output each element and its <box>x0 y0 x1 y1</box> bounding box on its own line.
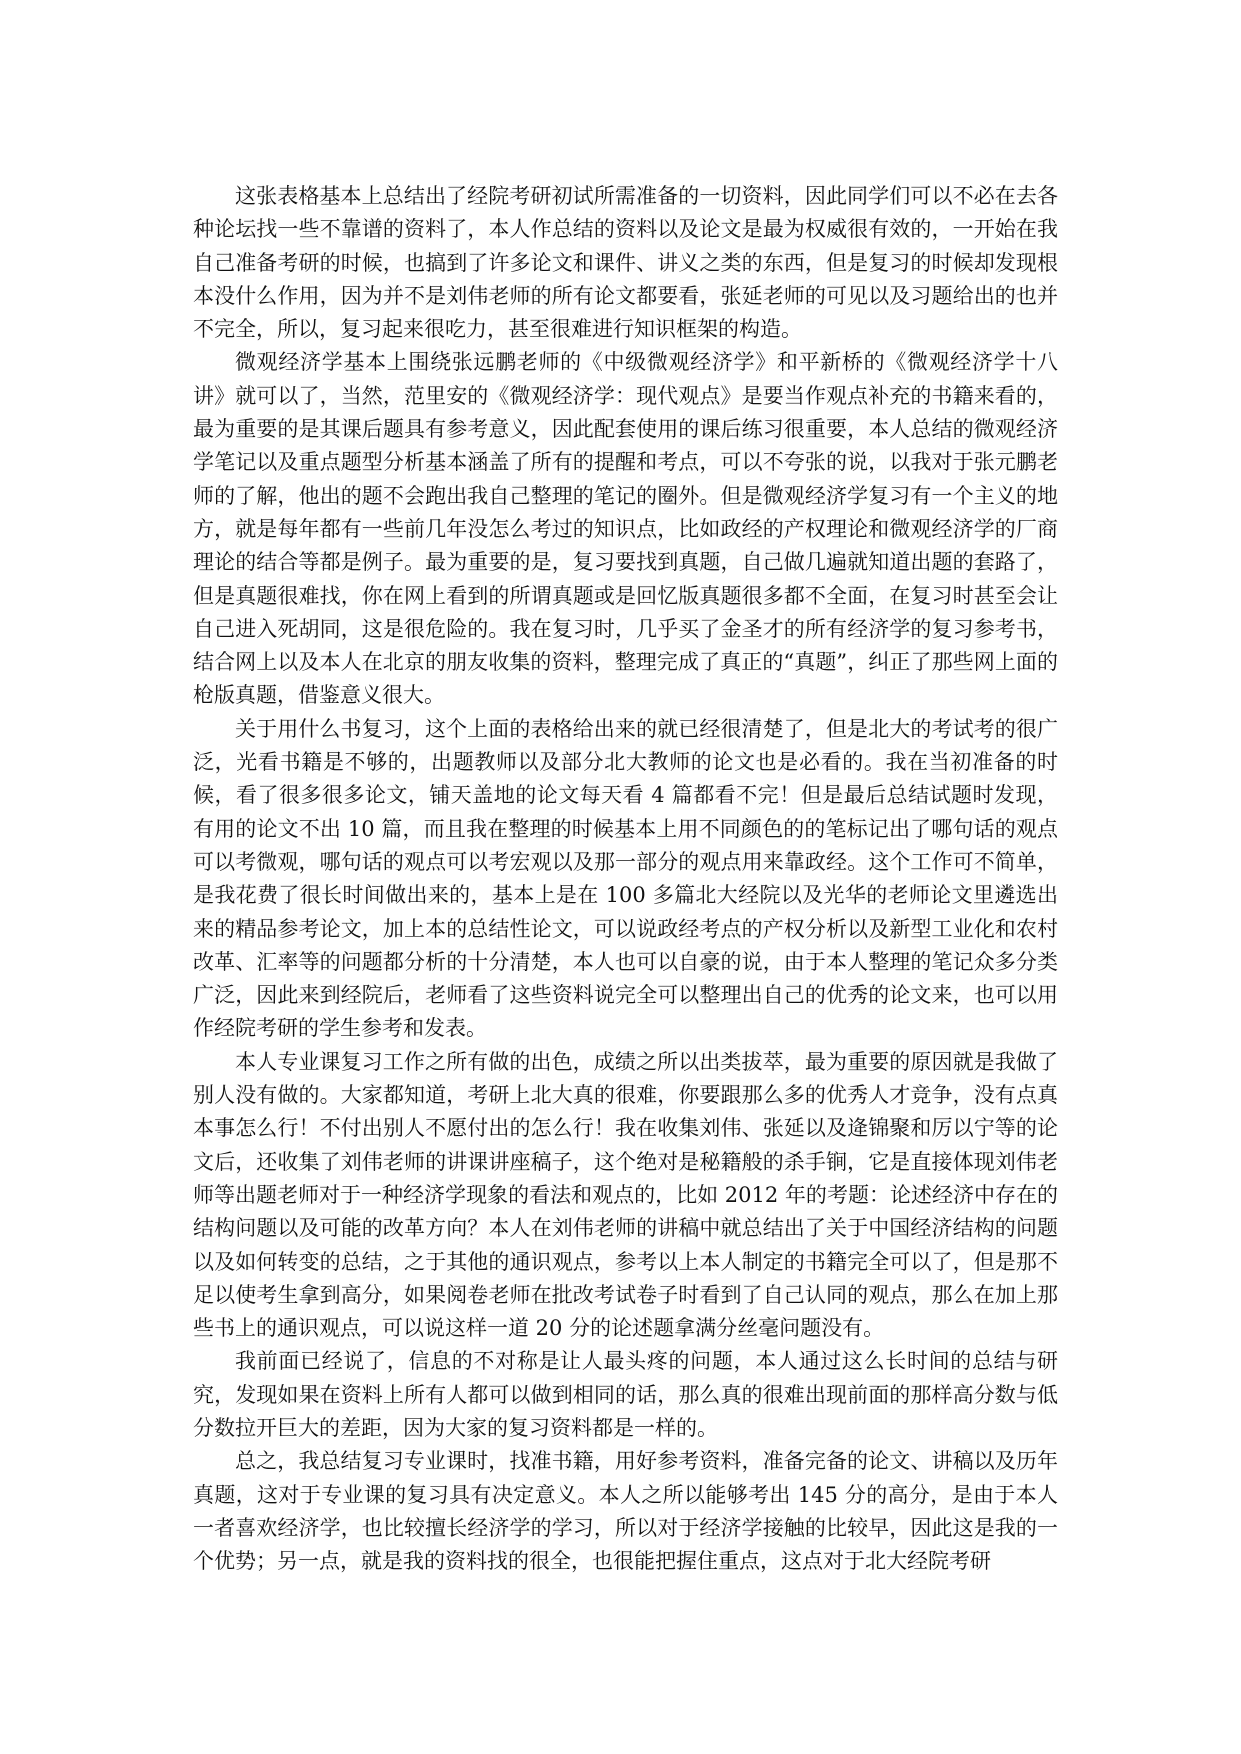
document-body <box>193 180 1058 1578</box>
paragraph: 我前面已经说了，信息的不对称是让人最头疼的问题，本人通过这么长时间的总结与研究，发现如果在资料上所有人都可以做到相同的话，那么真的很难出现前面的那样高分数与低分数拉开巨大的差距，因为大家的复习资料都是一样的。 <box>193 1349 1058 1440</box>
paragraph: 总之，我总结复习专业课时，找准书籍，用好参考资料，准备完备的论文、讲稿以及历年真题，这对于专业课的复习具有决定意义。本人之所以能够考出 145 分的高分，是由于本人一者喜欢经济学，也比较擅长经济学的学习，所以对于经济学接触的比较早，因此这是我的一个优势；另一点，就是我的资料找的很全，也很能把握住重点，这点对于北大经院考研 <box>193 1449 1058 1574</box>
paragraph: 这张表格基本上总结出了经院考研初试所需准备的一切资料，因此同学们可以不必在去各种论坛找一些不靠谱的资料了，本人作总结的资料以及论文是最为权威很有效的，一开始在我自己准备考研的时候，也搞到了许多论文和课件、讲义之类的东西，但是复习的时候却发现根本没什么作用，因为并不是刘伟老师的所有论文都要看，张延老师的可见以及习题给出的也并不完全，所以，复习起来很吃力，甚至很难进行知识框架的构造。 <box>193 184 1058 342</box>
paragraph: 本人专业课复习工作之所有做的出色，成绩之所以出类拔萃，最为重要的原因就是我做了别人没有做的。大家都知道，考研上北大真的很难，你要跟那么多的优秀人才竞争，没有点真本事怎么行！不付出别人不愿付出的怎么行！我在收集刘伟、张延以及逄锦聚和厉以宁等的论文后，还收集了刘伟老师的讲课讲座稿子，这个绝对是秘籍般的杀手锏，它是直接体现刘伟老师等出题老师对于一种经济学现象的看法和观点的，比如 2012 年的考题：论述经济中存在的结构问题以及可能的改革方向？本人在刘伟老师的讲稿中就总结出了关于中国经济结构的问题以及如何转变的总结，之于其他的通识观点，参考以上本人制定的书籍完全可以了，但是那不足以使考生拿到高分，如果阅卷老师在批改考试卷子时看到了自己认同的观点，那么在加上那些书上的通识观点，可以说这样一道 20 分的论述题拿满分丝毫问题没有。 <box>193 1049 1058 1341</box>
paragraph: 关于用什么书复习，这个上面的表格给出来的就已经很清楚了，但是北大的考试考的很广泛，光看书籍是不够的，出题教师以及部分北大教师的论文也是必看的。我在当初准备的时候，看了很多很多论文，铺天盖地的论文每天看 4 篇都看不完！但是最后总结试题时发现，有用的论文不出 10 篇，而且我在整理的时候基本上用不同颜色的的笔标记出了哪句话的观点可以考微观，哪句话的观点可以考宏观以及那一部分的观点用来靠政经。这个工作可不简单，是我花费了很长时间做出来的，基本上是在 100 多篇北大经院以及光华的老师论文里遴选出来的精品参考论文，加上本的总结性论文，可以说政经考点的产权分析以及新型工业化和农村改革、汇率等的问题都分析的十分清楚，本人也可以自豪的说，由于本人整理的笔记众多分类广泛，因此来到经院后，老师看了这些资料说完全可以整理出自己的优秀的论文来，也可以用作经院考研的学生参考和发表。 <box>193 716 1058 1041</box>
paragraph: 微观经济学基本上围绕张远鹏老师的《中级微观经济学》和平新桥的《微观经济学十八讲》就可以了，当然，范里安的《微观经济学：现代观点》是要当作观点补充的书籍来看的，最为重要的是其课后题具有参考意义，因此配套使用的课后练习很重要，本人总结的微观经济学笔记以及重点题型分析基本涵盖了所有的提醒和考点，可以不夸张的说，以我对于张元鹏老师的了解，他出的题不会跑出我自己整理的笔记的圈外。但是微观经济学复习有一个主义的地方，就是每年都有一些前几年没怎么考过的知识点，比如政经的产权理论和微观经济学的厂商理论的结合等都是例子。最为重要的是，复习要找到真题，自己做几遍就知道出题的套路了，但是真题很难找，你在网上看到的所谓真题或是回忆版真题很多都不全面，在复习时甚至会让自己进入死胡同，这是很危险的。我在复习时，几乎买了金圣才的所有经济学的复习参考书，结合网上以及本人在北京的朋友收集的资料，整理完成了真正的“真题”，纠正了那些网上面的枪版真题，借鉴意义很大。 <box>193 350 1058 708</box>
